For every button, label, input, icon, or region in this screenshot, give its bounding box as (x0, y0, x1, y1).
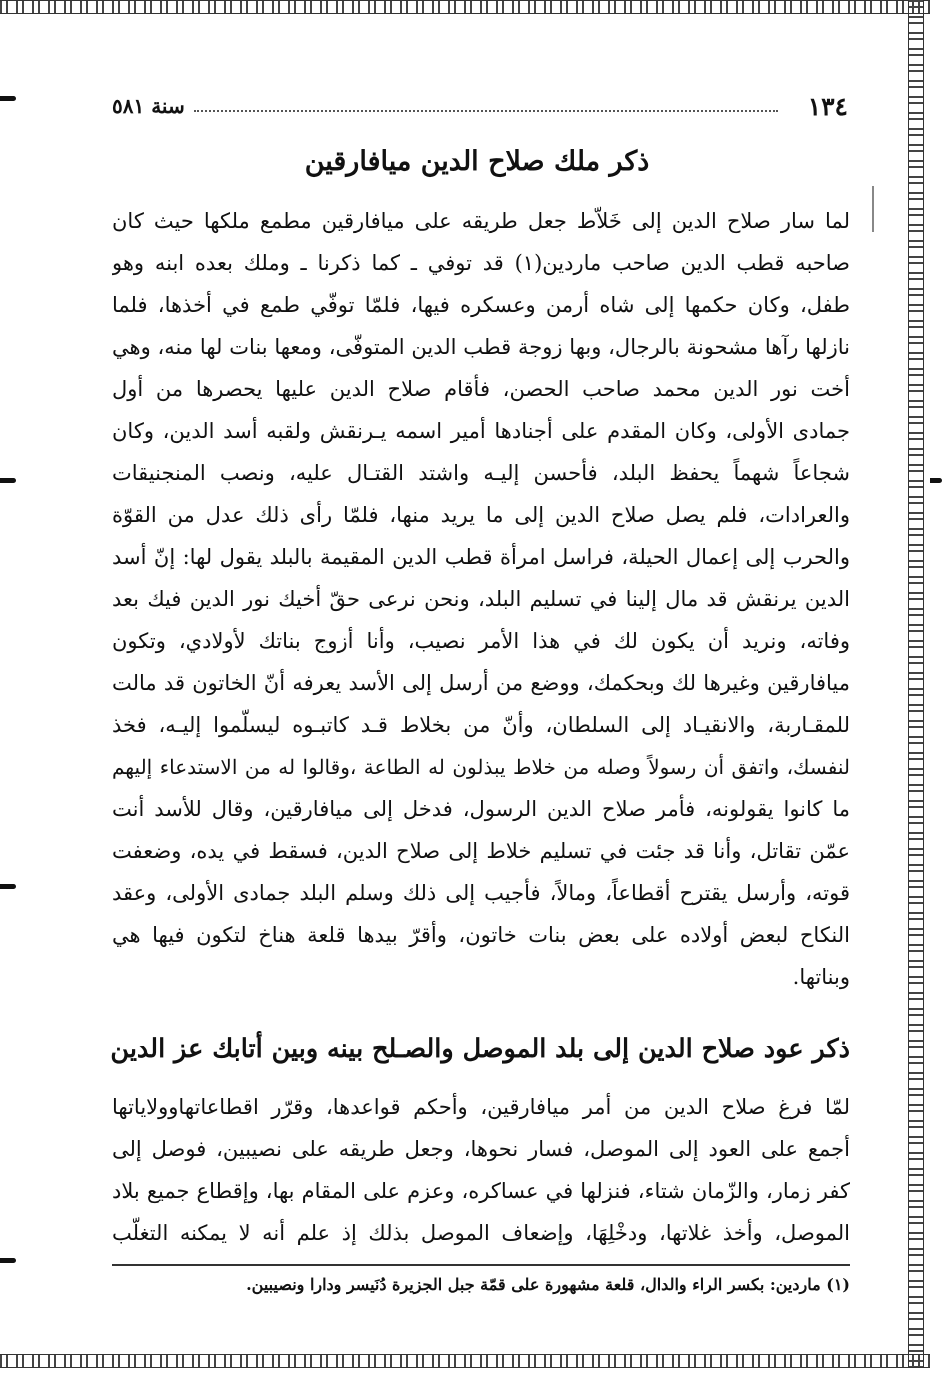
decorative-border-right (908, 0, 924, 1368)
text-line: ميافارقين وغيرها لك وبحكمك، ووضع من أرسل إلى الأسد يعرفه أنّ الخاتون قد مالت (112, 671, 850, 695)
page-number: ١٣٤ (807, 92, 848, 121)
section-title: ذكر عود صلاح الدين إلى بلد الموصل والصـلح بينه وبين أتابك عز الدين (110, 1034, 850, 1064)
text-line: شجاعاً شهماً يحفظ البلد، فأحسن إليـه واشتد القتـال عليه، ونصب المنجنيقات (112, 461, 850, 485)
margin-tick (0, 1258, 16, 1263)
footnote-separator (112, 1264, 850, 1266)
text-line: جمادى الأولى، وكان المقدم على أجنادها أمير اسمه يـرنقش ولقبه أسد الدين، وكان (112, 419, 850, 443)
section-body (112, 1086, 850, 1254)
text-line: نازلها رآها مشحونة بالرجال، وبها زوجة قطب الدين المتوفّى، ومعها بنات لها منه، وهي (112, 335, 850, 359)
section-title: ذكر ملك صلاح الدين ميافارقين (304, 146, 650, 177)
text-line: والحرب إلى إعمال الحيلة، فراسل امرأة قطب الدين المقيمة بالبلد يقول لها: إنّ أسد (112, 545, 850, 569)
text-line: صاحبه قطب الدين صاحب ماردين(١) قد توفي ـ كما ذكرنا ـ وملك بعده ابنه وهو (112, 251, 850, 275)
text-line: لما سار صلاح الدين إلى خَلاّط جعل طريقه على ميافارقين مطمع ملكها حيث كان (112, 209, 850, 233)
section-body (112, 200, 850, 998)
margin-tick (0, 884, 16, 889)
margin-tick (930, 478, 942, 483)
margin-rule (872, 186, 874, 232)
text-line: عمّن تقاتل، وأنا قد جئت في تسليم خلاط إلى صلاح الدين، فسقط في يده، وضعفت (112, 839, 850, 863)
text-line: والعرادات، فلم يصل صلاح الدين إلى ما يريد منها، فلمّا رأى ذلك عدل من القوّة (112, 503, 850, 527)
text-line: ما كانوا يقولونه، فأمر صلاح الدين الرسول، فدخل إلى ميافارقين، وقال للأسد أنت (112, 797, 850, 821)
text-line: وبناتها. (792, 965, 850, 989)
text-line: أجمع على العود إلى الموصل، فسار نحوها، وجعل طريقه على نصيبين، فوصل إلى (112, 1137, 850, 1161)
text-line: لمّا فرغ صلاح الدين من أمر ميافارقين، وأحكم قواعدها، وقرّر اقطاعاتهاوولاياتها (112, 1095, 850, 1119)
running-head (112, 92, 848, 122)
footnote: (١) ماردين: بكسر الراء والدال، قلعة مشهورة على قمّة جبل الجزيرة دُنَيسر ودارا ونصيبين. (246, 1275, 850, 1294)
header-dotted-leader (194, 110, 778, 112)
text-line: الدين يرنقش قد مال إلينا في تسليم البلد، ونحن نرعى حقّ أخيك نور الدين فيك بعد (112, 587, 850, 611)
margin-tick (0, 96, 16, 101)
decorative-border-bottom (0, 1354, 930, 1368)
text-line: للمقـاربة، والانقيـاد إلى السلطان، وأنّ من بخلاط قـد كاتبـوه ليسلّموا إليـه، فخذ (112, 713, 850, 737)
text-line: أخت نور الدين محمد صاحب الحصن، فأقام صلاح الدين عليها يحصرها من أول (112, 377, 850, 401)
text-line: وفاته، ونريد أن يكون لك في هذا الأمر نصيب، وأنا أزوج بناتك لأولادي، وتكون (112, 629, 850, 653)
text-line: كفر زمار، والزّمان شتاء، فنزلها في عساكره، وعزم على المقام بها، وإقطاع جميع بلاد (112, 1179, 850, 1203)
margin-tick (0, 478, 16, 483)
text-line: لنفسك، واتفق أن رسولاً وصله من خلاط يبذلون له الطاعة ،وقالوا له من الاستدعاء إليهم (112, 755, 850, 779)
text-line: الموصل، وأخذ غلاتها، ودخْلِهَا، وإضعاف الموصل بذلك إذ علم أنه لا يمكنه التغلّب (112, 1221, 850, 1245)
text-line: النكاح لبعض أولاده على بعض بنات خاتون، وأقرّ بيدها قلعة هناخ لتكون فيها هي (112, 923, 850, 947)
year-label: سنة ٥٨١ (112, 94, 185, 118)
decorative-border-top (0, 0, 930, 14)
text-line: قوته، وأرسل يقترح أقطاعاً، ومالاً، فأجيب إلى ذلك وسلم البلد جمادى الأولى، وعقد (112, 881, 850, 905)
text-line: طفل، وكان حكمها إلى شاه أرمن وعسكره فيها، فلمّا توفّي طمع في أخذها، فلما (112, 293, 850, 317)
